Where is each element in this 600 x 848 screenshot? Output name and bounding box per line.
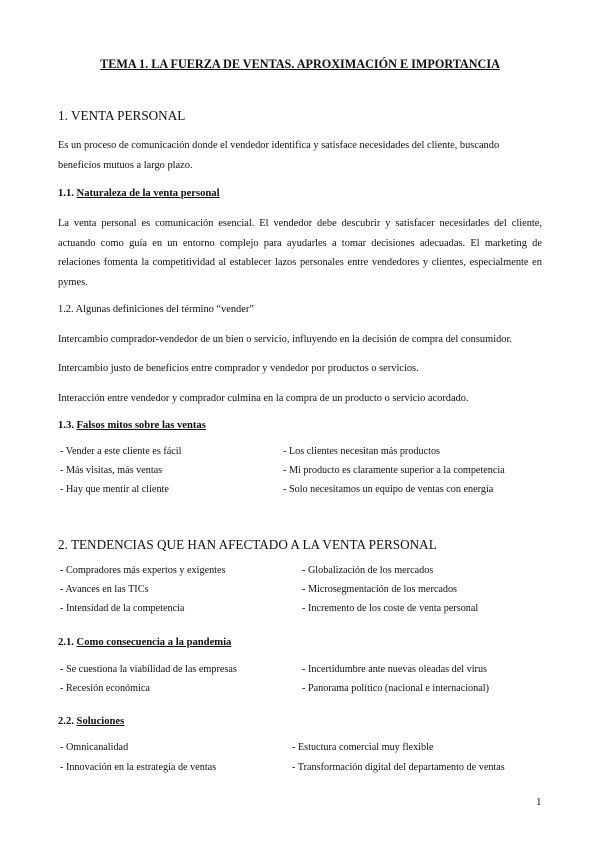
myth-right-1: - Los clientes necesitan más productos bbox=[283, 446, 441, 457]
trend-left-3: - Intensidad de la competencia bbox=[60, 603, 185, 614]
subsection-2-1-heading bbox=[58, 637, 231, 648]
pandemic-left-2: - Recesión económica bbox=[60, 683, 150, 694]
definition-3: Interacción entre vendedor y comprador culmina en la compra de un producto o servicio acordado. bbox=[58, 393, 469, 404]
solution-right-2: - Transformación digital del departamento de ventas bbox=[292, 762, 505, 773]
page-number: 1 bbox=[536, 796, 542, 808]
subsection-2-2-heading bbox=[58, 716, 124, 727]
section-2-heading: 2. TENDENCIAS QUE HAN AFECTADO A LA VENTA PERSONAL bbox=[58, 537, 437, 552]
myth-right-2: - Mi producto es claramente superior a la competencia bbox=[283, 465, 505, 476]
trend-right-1: - Globalización de los mercados bbox=[302, 565, 434, 576]
document-title: TEMA 1. LA FUERZA DE VENTAS. APROXIMACIÓN E IMPORTANCIA bbox=[100, 57, 500, 71]
subsection-1-3-heading bbox=[58, 420, 206, 431]
section-1-intro: Es un proceso de comunicación donde el vendedor identifica y satisface necesidades del cliente, buscando beneficios mutuos a largo plazo. bbox=[58, 140, 500, 171]
trend-right-2: - Microsegmentación de los mercados bbox=[302, 584, 458, 595]
solution-right-1: - Estuctura comercial muy flexible bbox=[292, 742, 434, 753]
definition-1: Intercambio comprador-vendedor de un bien o servicio, influyendo en la decisión de compra del consumidor. bbox=[58, 334, 512, 345]
subsection-1-1-heading bbox=[58, 188, 220, 199]
definition-2: Intercambio justo de beneficios entre comprador y vendedor por productos o servicios. bbox=[58, 363, 419, 374]
subsection-2-1-number: 2.1. bbox=[58, 637, 74, 648]
subsection-1-2-heading: 1.2. Algunas definiciones del término “vender” bbox=[58, 304, 254, 315]
pandemic-left-1: - Se cuestiona la viabilidad de las empresas bbox=[60, 664, 237, 675]
subsection-2-1-title: Como consecuencia a la pandemia bbox=[76, 637, 232, 648]
myth-left-2: - Más visitas, más ventas bbox=[60, 465, 163, 476]
trend-right-3: - Incremento de los coste de venta personal bbox=[302, 603, 479, 614]
myth-left-3: - Hay que mentir al cliente bbox=[60, 484, 169, 495]
subsection-1-1-title: Naturaleza de la venta personal bbox=[76, 188, 220, 199]
subsection-1-3-number: 1.3. bbox=[58, 420, 74, 431]
pandemic-right-2: - Panorama político (nacional e internacional) bbox=[302, 683, 489, 694]
pandemic-right-1: - Incertidumbre ante nuevas oleadas del virus bbox=[302, 664, 488, 675]
subsection-1-3-title: Falsos mitos sobre las ventas bbox=[76, 420, 206, 431]
solution-left-2: - Innovación en la estrategia de ventas bbox=[60, 762, 217, 773]
subsection-1-1-text: La venta personal es comunicación esencial. El vendedor debe descubrir y satisfacer necesidades del cliente, actuando como guía en un entorno complejo para ayudarles a tomar decisiones adecuadas. El marketing de relaciones fomenta la competitividad al establecer lazos personales entre vendedores y clientes, especialmente en pymes. bbox=[58, 218, 542, 288]
subsection-1-1-number: 1.1. bbox=[58, 188, 74, 199]
trend-left-1: - Compradores más expertos y exigentes bbox=[60, 565, 226, 576]
trend-left-2: - Avances en las TICs bbox=[60, 584, 149, 595]
myth-left-1: - Vender a este cliente es fácil bbox=[60, 446, 182, 457]
section-1-heading: 1. VENTA PERSONAL bbox=[58, 108, 186, 123]
subsection-2-2-title: Soluciones bbox=[76, 716, 125, 727]
subsection-2-2-number: 2.2. bbox=[58, 716, 74, 727]
solution-left-1: - Omnicanalidad bbox=[60, 742, 129, 753]
myth-right-3: - Solo necesitamos un equipo de ventas con energía bbox=[283, 484, 494, 495]
